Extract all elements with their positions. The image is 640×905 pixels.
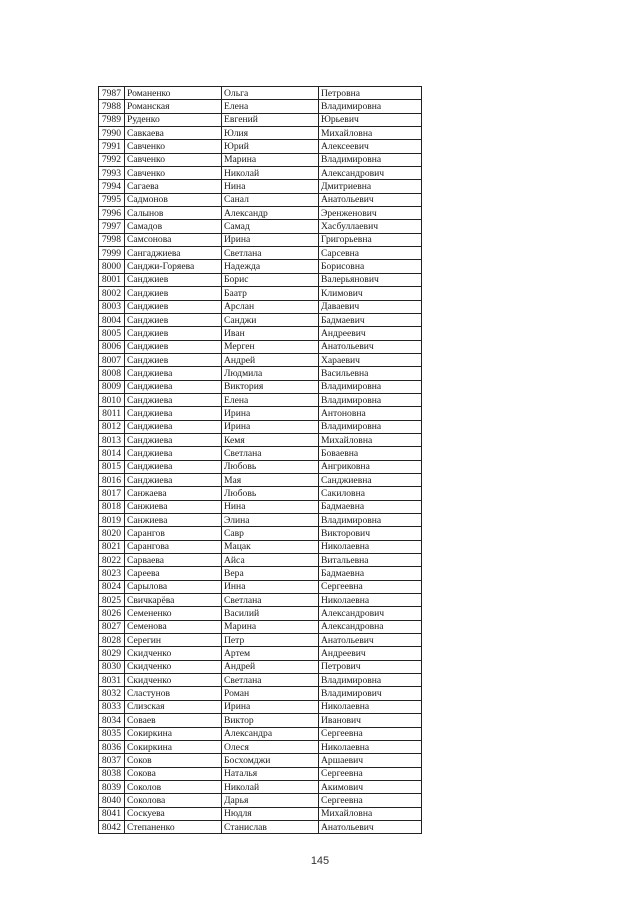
last-name-cell: Сарваева — [125, 554, 222, 567]
table-row — [99, 754, 422, 767]
table-row — [99, 287, 422, 300]
first-name-cell: Роман — [222, 687, 319, 700]
patronymic-cell: Владимировна — [319, 674, 422, 687]
record-number-cell: 8029 — [99, 647, 125, 660]
last-name-cell: Санжаева — [125, 487, 222, 500]
last-name-cell: Санджиева — [125, 420, 222, 433]
first-name-cell: Ольга — [222, 87, 319, 100]
first-name-cell: Вера — [222, 567, 319, 580]
patronymic-cell: Акимович — [319, 780, 422, 793]
first-name-cell: Наталья — [222, 767, 319, 780]
last-name-cell: Сластунов — [125, 687, 222, 700]
first-name-cell: Санал — [222, 193, 319, 206]
last-name-cell: Санджи-Горяева — [125, 260, 222, 273]
patronymic-cell: Санджиевна — [319, 473, 422, 486]
patronymic-cell: Васильевна — [319, 367, 422, 380]
patronymic-cell: Владимировна — [319, 420, 422, 433]
table-row — [99, 247, 422, 260]
last-name-cell: Санжиева — [125, 514, 222, 527]
patronymic-cell: Анатольевич — [319, 340, 422, 353]
record-number-cell: 8014 — [99, 447, 125, 460]
first-name-cell: Арслан — [222, 300, 319, 313]
table-row — [99, 273, 422, 286]
table-row — [99, 687, 422, 700]
patronymic-cell: Дмитриевна — [319, 180, 422, 193]
last-name-cell: Степаненко — [125, 820, 222, 833]
last-name-cell: Савченко — [125, 140, 222, 153]
record-number-cell: 8000 — [99, 260, 125, 273]
record-number-cell: 8042 — [99, 820, 125, 833]
record-number-cell: 8023 — [99, 567, 125, 580]
record-number-cell: 7996 — [99, 207, 125, 220]
last-name-cell: Сареева — [125, 567, 222, 580]
patronymic-cell: Даваевич — [319, 300, 422, 313]
patronymic-cell: Бадмаевна — [319, 567, 422, 580]
table-row — [99, 127, 422, 140]
table-row — [99, 407, 422, 420]
last-name-cell: Сагаева — [125, 180, 222, 193]
table-row — [99, 700, 422, 713]
patronymic-cell: Алексеевич — [319, 140, 422, 153]
table-row — [99, 767, 422, 780]
record-number-cell: 8015 — [99, 460, 125, 473]
last-name-cell: Санджиева — [125, 447, 222, 460]
last-name-cell: Руденко — [125, 113, 222, 126]
first-name-cell: Баатр — [222, 287, 319, 300]
table-row — [99, 380, 422, 393]
table-row — [99, 460, 422, 473]
last-name-cell: Сарангова — [125, 540, 222, 553]
patronymic-cell: Николаевна — [319, 594, 422, 607]
record-number-cell: 7990 — [99, 127, 125, 140]
first-name-cell: Петр — [222, 634, 319, 647]
patronymic-cell: Сергеевна — [319, 767, 422, 780]
first-name-cell: Нина — [222, 500, 319, 513]
table-row — [99, 113, 422, 126]
patronymic-cell: Михайловна — [319, 433, 422, 446]
last-name-cell: Салынов — [125, 207, 222, 220]
table-row — [99, 153, 422, 166]
last-name-cell: Санджиев — [125, 353, 222, 366]
last-name-cell: Соколов — [125, 780, 222, 793]
first-name-cell: Самад — [222, 220, 319, 233]
patronymic-cell: Николаевна — [319, 700, 422, 713]
record-number-cell: 8033 — [99, 700, 125, 713]
patronymic-cell: Петровна — [319, 87, 422, 100]
record-number-cell: 8026 — [99, 607, 125, 620]
patronymic-cell: Хараевич — [319, 353, 422, 366]
last-name-cell: Сокиркина — [125, 740, 222, 753]
record-number-cell: 8008 — [99, 367, 125, 380]
last-name-cell: Самсонова — [125, 233, 222, 246]
last-name-cell: Семененко — [125, 607, 222, 620]
last-name-cell: Санджиева — [125, 433, 222, 446]
first-name-cell: Ирина — [222, 420, 319, 433]
record-number-cell: 8038 — [99, 767, 125, 780]
table-row — [99, 327, 422, 340]
name-table-body — [99, 87, 422, 834]
last-name-cell: Санджиева — [125, 407, 222, 420]
record-number-cell: 8039 — [99, 780, 125, 793]
table-row — [99, 473, 422, 486]
patronymic-cell: Николаевна — [319, 740, 422, 753]
first-name-cell: Николай — [222, 167, 319, 180]
first-name-cell: Светлана — [222, 674, 319, 687]
table-row — [99, 647, 422, 660]
last-name-cell: Соколова — [125, 794, 222, 807]
record-number-cell: 8007 — [99, 353, 125, 366]
last-name-cell: Санджиева — [125, 460, 222, 473]
table-row — [99, 353, 422, 366]
table-row — [99, 420, 422, 433]
first-name-cell: Артем — [222, 647, 319, 660]
first-name-cell: Ирина — [222, 700, 319, 713]
record-number-cell: 8005 — [99, 327, 125, 340]
patronymic-cell: Бадмаевна — [319, 500, 422, 513]
patronymic-cell: Владимировна — [319, 100, 422, 113]
first-name-cell: Светлана — [222, 247, 319, 260]
table-row — [99, 554, 422, 567]
table-row — [99, 487, 422, 500]
record-number-cell: 8024 — [99, 580, 125, 593]
first-name-cell: Василий — [222, 607, 319, 620]
table-row — [99, 780, 422, 793]
first-name-cell: Ирина — [222, 407, 319, 420]
last-name-cell: Самадов — [125, 220, 222, 233]
table-row — [99, 300, 422, 313]
table-row — [99, 727, 422, 740]
patronymic-cell: Владимировна — [319, 393, 422, 406]
patronymic-cell: Боваевна — [319, 447, 422, 460]
first-name-cell: Станислав — [222, 820, 319, 833]
first-name-cell: Светлана — [222, 447, 319, 460]
last-name-cell: Савченко — [125, 153, 222, 166]
record-number-cell: 8019 — [99, 514, 125, 527]
first-name-cell: Дарья — [222, 794, 319, 807]
table-row — [99, 207, 422, 220]
patronymic-cell: Сарсевна — [319, 247, 422, 260]
record-number-cell: 8020 — [99, 527, 125, 540]
table-row — [99, 180, 422, 193]
table-row — [99, 620, 422, 633]
table-row — [99, 794, 422, 807]
record-number-cell: 7987 — [99, 87, 125, 100]
record-number-cell: 7994 — [99, 180, 125, 193]
patronymic-cell: Ангриковна — [319, 460, 422, 473]
patronymic-cell: Владимирович — [319, 687, 422, 700]
first-name-cell: Юрий — [222, 140, 319, 153]
first-name-cell: Айса — [222, 554, 319, 567]
last-name-cell: Санджиев — [125, 340, 222, 353]
first-name-cell: Кемя — [222, 433, 319, 446]
record-number-cell: 8012 — [99, 420, 125, 433]
last-name-cell: Садмонов — [125, 193, 222, 206]
patronymic-cell: Михайловна — [319, 127, 422, 140]
patronymic-cell: Анатольевич — [319, 193, 422, 206]
record-number-cell: 8027 — [99, 620, 125, 633]
record-number-cell: 8031 — [99, 674, 125, 687]
record-number-cell: 7993 — [99, 167, 125, 180]
first-name-cell: Юлия — [222, 127, 319, 140]
patronymic-cell: Сергеевна — [319, 727, 422, 740]
last-name-cell: Соков — [125, 754, 222, 767]
table-row — [99, 233, 422, 246]
record-number-cell: 7998 — [99, 233, 125, 246]
record-number-cell: 8006 — [99, 340, 125, 353]
patronymic-cell: Михайловна — [319, 807, 422, 820]
last-name-cell: Романская — [125, 100, 222, 113]
table-row — [99, 167, 422, 180]
table-row — [99, 514, 422, 527]
record-number-cell: 8002 — [99, 287, 125, 300]
record-number-cell: 8011 — [99, 407, 125, 420]
table-row — [99, 540, 422, 553]
record-number-cell: 8021 — [99, 540, 125, 553]
table-row — [99, 100, 422, 113]
patronymic-cell: Валерьянович — [319, 273, 422, 286]
patronymic-cell: Николаевна — [319, 540, 422, 553]
last-name-cell: Сангаджиева — [125, 247, 222, 260]
patronymic-cell: Григорьевна — [319, 233, 422, 246]
record-number-cell: 7995 — [99, 193, 125, 206]
table-row — [99, 367, 422, 380]
first-name-cell: Иван — [222, 327, 319, 340]
record-number-cell: 7992 — [99, 153, 125, 166]
patronymic-cell: Анатольевич — [319, 634, 422, 647]
table-row — [99, 714, 422, 727]
patronymic-cell: Антоновна — [319, 407, 422, 420]
patronymic-cell: Иванович — [319, 714, 422, 727]
patronymic-cell: Викторович — [319, 527, 422, 540]
patronymic-cell: Владимировна — [319, 514, 422, 527]
page-number: 145 — [310, 855, 330, 867]
patronymic-cell: Александрович — [319, 607, 422, 620]
patronymic-cell: Андреевич — [319, 327, 422, 340]
record-number-cell: 8028 — [99, 634, 125, 647]
last-name-cell: Романенко — [125, 87, 222, 100]
first-name-cell: Андрей — [222, 353, 319, 366]
first-name-cell: Мацак — [222, 540, 319, 553]
first-name-cell: Елена — [222, 393, 319, 406]
patronymic-cell: Эренженович — [319, 207, 422, 220]
last-name-cell: Санджиев — [125, 273, 222, 286]
record-number-cell: 8037 — [99, 754, 125, 767]
record-number-cell: 8022 — [99, 554, 125, 567]
table-row — [99, 820, 422, 833]
patronymic-cell: Анатольевич — [319, 820, 422, 833]
first-name-cell: Александра — [222, 727, 319, 740]
patronymic-cell: Бадмаевич — [319, 313, 422, 326]
last-name-cell: Скидченко — [125, 674, 222, 687]
last-name-cell: Санджиева — [125, 473, 222, 486]
patronymic-cell: Юрьевич — [319, 113, 422, 126]
record-number-cell: 8030 — [99, 660, 125, 673]
table-row — [99, 807, 422, 820]
table-row — [99, 193, 422, 206]
record-number-cell: 8016 — [99, 473, 125, 486]
table-row — [99, 220, 422, 233]
first-name-cell: Мерген — [222, 340, 319, 353]
last-name-cell: Санджиев — [125, 287, 222, 300]
last-name-cell: Соскуева — [125, 807, 222, 820]
record-number-cell: 8040 — [99, 794, 125, 807]
first-name-cell: Светлана — [222, 594, 319, 607]
last-name-cell: Скидченко — [125, 647, 222, 660]
first-name-cell: Ирина — [222, 233, 319, 246]
table-row — [99, 87, 422, 100]
first-name-cell: Андрей — [222, 660, 319, 673]
last-name-cell: Савкаева — [125, 127, 222, 140]
first-name-cell: Виктория — [222, 380, 319, 393]
last-name-cell: Савченко — [125, 167, 222, 180]
table-row — [99, 567, 422, 580]
last-name-cell: Санджиева — [125, 380, 222, 393]
patronymic-cell: Петрович — [319, 660, 422, 673]
table-row — [99, 607, 422, 620]
patronymic-cell: Андреевич — [319, 647, 422, 660]
first-name-cell: Евгений — [222, 113, 319, 126]
table-row — [99, 393, 422, 406]
table-row — [99, 260, 422, 273]
patronymic-cell: Аршаевич — [319, 754, 422, 767]
record-number-cell: 7997 — [99, 220, 125, 233]
record-number-cell: 7991 — [99, 140, 125, 153]
table-row — [99, 674, 422, 687]
patronymic-cell: Борисовна — [319, 260, 422, 273]
name-table — [98, 86, 422, 834]
table-row — [99, 660, 422, 673]
table-row — [99, 634, 422, 647]
record-number-cell: 7989 — [99, 113, 125, 126]
first-name-cell: Инна — [222, 580, 319, 593]
first-name-cell: Любовь — [222, 460, 319, 473]
patronymic-cell: Сергеевна — [319, 794, 422, 807]
record-number-cell: 8035 — [99, 727, 125, 740]
record-number-cell: 8025 — [99, 594, 125, 607]
record-number-cell: 8017 — [99, 487, 125, 500]
first-name-cell: Элина — [222, 514, 319, 527]
patronymic-cell: Витальевна — [319, 554, 422, 567]
last-name-cell: Свичкарёва — [125, 594, 222, 607]
first-name-cell: Николай — [222, 780, 319, 793]
first-name-cell: Александр — [222, 207, 319, 220]
patronymic-cell: Сакиловна — [319, 487, 422, 500]
first-name-cell: Савр — [222, 527, 319, 540]
first-name-cell: Борис — [222, 273, 319, 286]
last-name-cell: Соваев — [125, 714, 222, 727]
last-name-cell: Сарангов — [125, 527, 222, 540]
last-name-cell: Санджиев — [125, 313, 222, 326]
table-row — [99, 140, 422, 153]
last-name-cell: Скидченко — [125, 660, 222, 673]
first-name-cell: Мая — [222, 473, 319, 486]
table-row — [99, 740, 422, 753]
first-name-cell: Людмила — [222, 367, 319, 380]
record-number-cell: 8003 — [99, 300, 125, 313]
record-number-cell: 7988 — [99, 100, 125, 113]
record-number-cell: 8001 — [99, 273, 125, 286]
last-name-cell: Сокиркина — [125, 727, 222, 740]
first-name-cell: Любовь — [222, 487, 319, 500]
record-number-cell: 8034 — [99, 714, 125, 727]
last-name-cell: Слизская — [125, 700, 222, 713]
patronymic-cell: Хасбуллаевич — [319, 220, 422, 233]
table-row — [99, 340, 422, 353]
first-name-cell: Надежда — [222, 260, 319, 273]
first-name-cell: Виктор — [222, 714, 319, 727]
last-name-cell: Сарылова — [125, 580, 222, 593]
first-name-cell: Марина — [222, 153, 319, 166]
record-number-cell: 8013 — [99, 433, 125, 446]
last-name-cell: Серегин — [125, 634, 222, 647]
record-number-cell: 8009 — [99, 380, 125, 393]
record-number-cell: 7999 — [99, 247, 125, 260]
first-name-cell: Нина — [222, 180, 319, 193]
patronymic-cell: Климович — [319, 287, 422, 300]
last-name-cell: Санжиева — [125, 500, 222, 513]
patronymic-cell: Владимировна — [319, 153, 422, 166]
record-number-cell: 8036 — [99, 740, 125, 753]
last-name-cell: Санджиева — [125, 367, 222, 380]
first-name-cell: Олеся — [222, 740, 319, 753]
last-name-cell: Сокова — [125, 767, 222, 780]
last-name-cell: Санджиев — [125, 327, 222, 340]
table-row — [99, 594, 422, 607]
first-name-cell: Марина — [222, 620, 319, 633]
table-row — [99, 313, 422, 326]
last-name-cell: Санджиева — [125, 393, 222, 406]
patronymic-cell: Владимировна — [319, 380, 422, 393]
record-number-cell: 8041 — [99, 807, 125, 820]
table-row — [99, 447, 422, 460]
last-name-cell: Санджиев — [125, 300, 222, 313]
table-row — [99, 527, 422, 540]
record-number-cell: 8032 — [99, 687, 125, 700]
patronymic-cell: Александрович — [319, 167, 422, 180]
first-name-cell: Санджи — [222, 313, 319, 326]
patronymic-cell: Александровна — [319, 620, 422, 633]
first-name-cell: Елена — [222, 100, 319, 113]
record-number-cell: 8018 — [99, 500, 125, 513]
first-name-cell: Босхомджи — [222, 754, 319, 767]
record-number-cell: 8010 — [99, 393, 125, 406]
table-row — [99, 580, 422, 593]
last-name-cell: Семенова — [125, 620, 222, 633]
table-row — [99, 433, 422, 446]
first-name-cell: Нюдля — [222, 807, 319, 820]
table-row — [99, 500, 422, 513]
record-number-cell: 8004 — [99, 313, 125, 326]
patronymic-cell: Сергеевна — [319, 580, 422, 593]
